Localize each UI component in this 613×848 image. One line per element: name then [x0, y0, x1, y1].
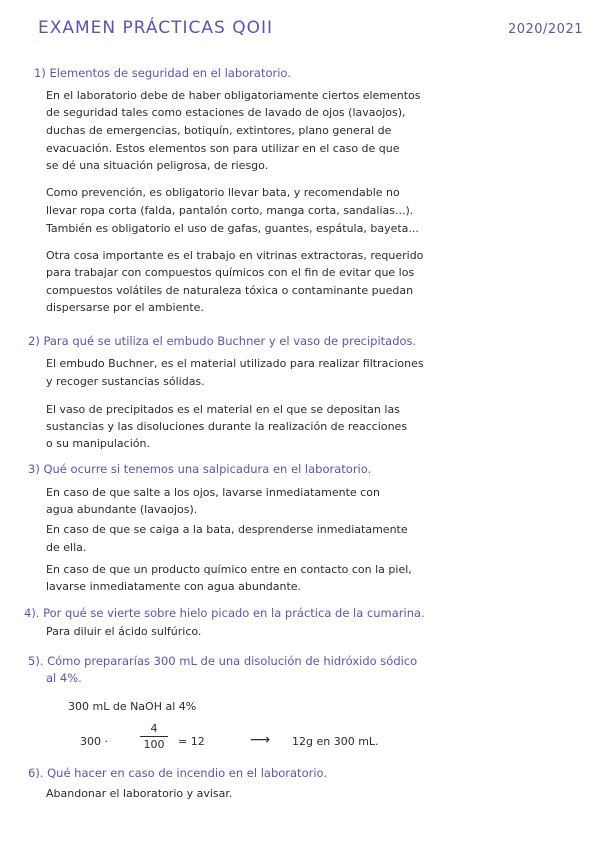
answer-line: En caso de que un producto químico entre en contacto con la piel,	[46, 563, 412, 576]
answer-line: y recoger sustancias sólidas.	[46, 375, 205, 388]
fraction-numerator: 4	[150, 722, 158, 735]
answer-line: En caso de que se caiga a la bata, desprenderse inmediatamente	[46, 523, 408, 536]
answer-line: Como prevención, es obligatorio llevar bata, y recomendable no	[46, 186, 400, 199]
answer-line: compuestos volátiles de naturaleza tóxica o contaminante puedan	[46, 284, 414, 297]
arrow-icon: ⟶	[250, 733, 271, 747]
answer-line: evacuación. Estos elementos son para utilizar en el caso de que	[46, 142, 400, 155]
answer-line: lavarse inmediatamente con agua abundante.	[46, 580, 302, 593]
answer-line: Otra cosa importante es el trabajo en vitrinas extractoras, requerido	[46, 249, 424, 262]
answer-line: duchas de emergencias, botiquín, extintores, plano general de	[46, 124, 392, 137]
question-1: 1) Elementos de seguridad en el laboratorio.	[34, 66, 291, 80]
question-5-cont: al 4%.	[46, 671, 82, 685]
question-2: 2) Para qué se utiliza el embudo Buchner y el vaso de precipitados.	[28, 334, 417, 348]
answer-line: agua abundante (lavaojos).	[46, 503, 198, 516]
answer-line: Para diluir el ácido sulfúrico.	[46, 625, 202, 638]
question-5: 5). Cómo prepararías 300 mL de una disolución de hidróxido sódico	[28, 654, 418, 668]
exam-header	[38, 18, 583, 38]
question-3: 3) Qué ocurre si tenemos una salpicadura en el laboratorio.	[28, 462, 372, 476]
exam-title: EXAMEN PRÁCTICAS QOII	[38, 18, 274, 38]
fraction-bar	[140, 736, 168, 737]
fraction	[140, 722, 168, 751]
answer-line: En el laboratorio debe de haber obligatoriamente ciertos elementos	[46, 89, 421, 102]
answer-line: sustancias y las disoluciones durante la realización de reacciones	[46, 420, 408, 433]
answer-line: El embudo Buchner, es el material utilizado para realizar filtraciones	[46, 357, 424, 370]
calc-left: 300 ·	[80, 735, 108, 748]
answer-line: de seguridad tales como estaciones de lavado de ojos (lavaojos),	[46, 106, 406, 119]
exam-year: 2020/2021	[507, 22, 583, 37]
answer-line: El vaso de precipitados es el material en el que se depositan las	[46, 403, 400, 416]
answer-line: También es obligatorio el uso de gafas, guantes, espátula, bayeta...	[46, 222, 419, 235]
answer-line: En caso de que salte a los ojos, lavarse inmediatamente con	[46, 486, 380, 499]
answer-line: se dé una situación peligrosa, de riesgo.	[46, 159, 269, 172]
given-data: 300 mL de NaOH al 4%	[68, 700, 197, 713]
calc-final: 12g en 300 mL.	[292, 735, 379, 748]
answer-line: o su manipulación.	[46, 437, 150, 450]
fraction-denominator: 100	[143, 738, 165, 751]
answer-line: Abandonar el laboratorio y avisar.	[46, 787, 233, 800]
question-4: 4). Por qué se vierte sobre hielo picado en la práctica de la cumarina.	[24, 606, 425, 620]
question-6: 6). Qué hacer en caso de incendio en el laboratorio.	[28, 766, 328, 780]
calc-result: = 12	[178, 735, 205, 748]
answer-line: para trabajar con compuestos químicos con el fin de evitar que los	[46, 266, 415, 279]
answer-line: dispersarse por el ambiente.	[46, 301, 204, 314]
answer-line: llevar ropa corta (falda, pantalón corto, manga corta, sandalias...).	[46, 204, 414, 217]
answer-line: de ella.	[46, 541, 87, 554]
